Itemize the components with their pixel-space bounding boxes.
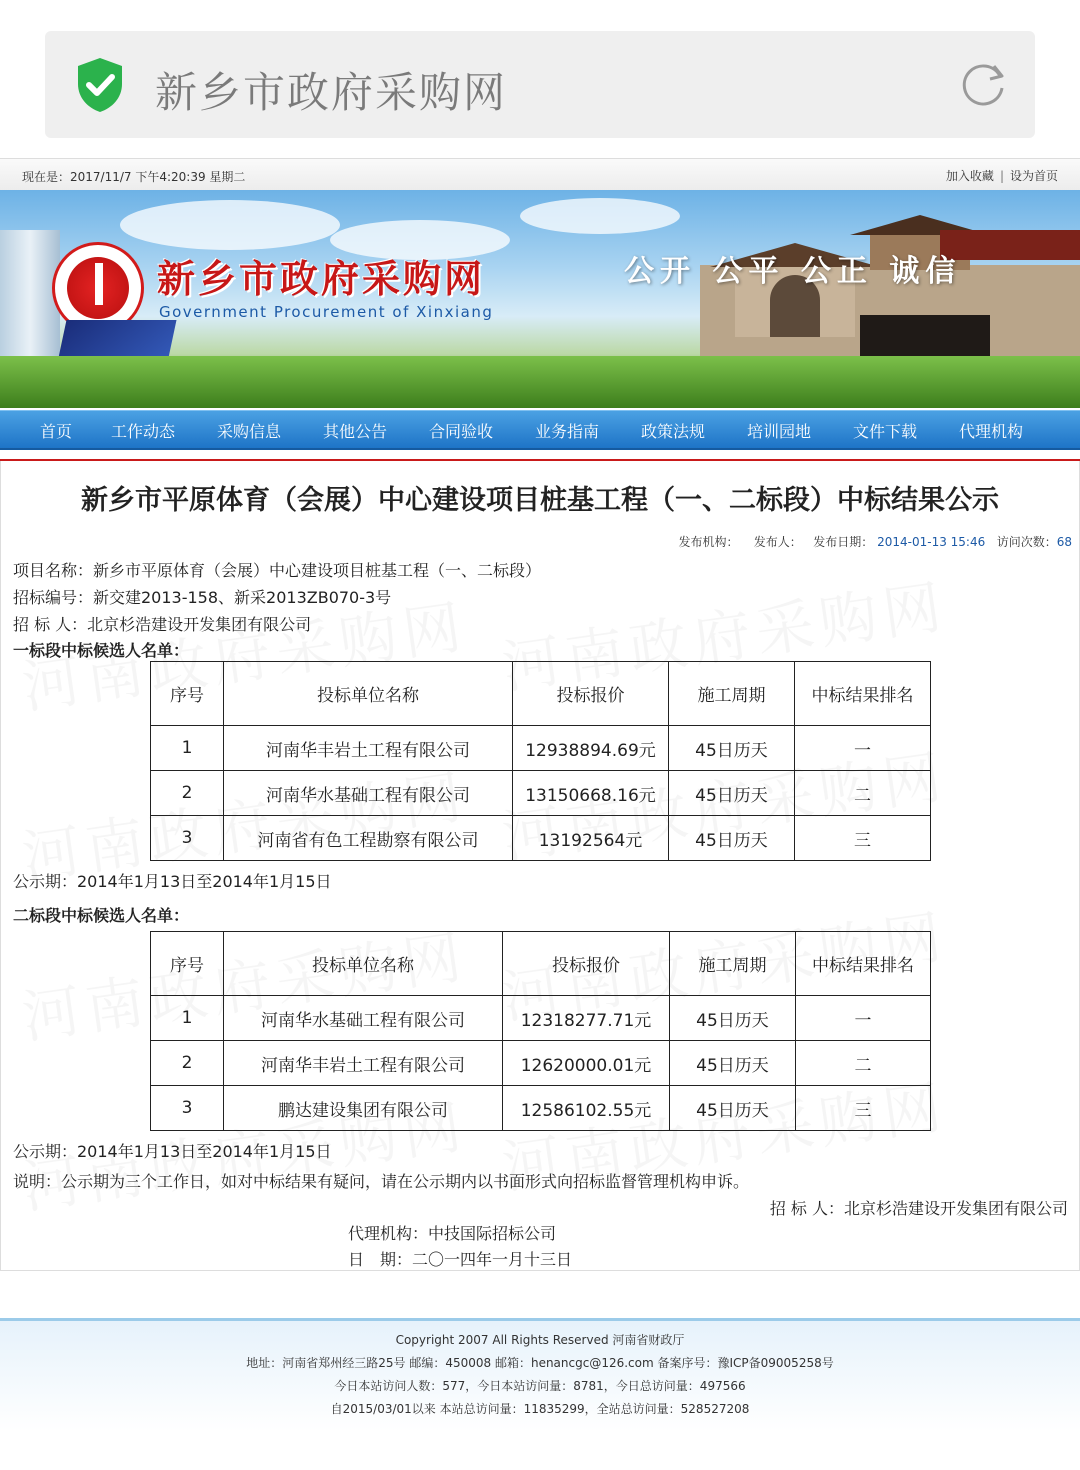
site-logo-english: Government Procurement of Xinxiang bbox=[159, 303, 494, 321]
cell-price: 13192564元 bbox=[513, 816, 669, 861]
banner-cloud bbox=[120, 200, 340, 250]
current-time: 现在是：2017/11/7 下午4:20:39 星期二 bbox=[22, 170, 246, 184]
nav-item-agencies[interactable]: 代理机构 bbox=[959, 422, 1024, 441]
cell-index: 2 bbox=[151, 771, 224, 816]
site-footer bbox=[0, 1318, 1080, 1431]
header-cell: 序号 bbox=[151, 662, 224, 726]
main-nav bbox=[0, 410, 1080, 450]
header-cell: 投标单位名称 bbox=[224, 932, 503, 996]
cell-company: 鹏达建设集团有限公司 bbox=[224, 1086, 503, 1131]
cell-company: 河南华丰岩土工程有限公司 bbox=[224, 726, 513, 771]
footer-address: 地址：河南省郑州经三路25号 邮编：450008 邮箱：henancgc@126.com 备案序号：豫ICP备09005258号 bbox=[246, 1356, 834, 1370]
cell-period: 45日历天 bbox=[669, 726, 795, 771]
bid-number: 招标编号：新交建2013-158、新采2013ZB070-3号 bbox=[13, 588, 392, 607]
meta-publisher-label: 发布人： bbox=[753, 535, 802, 549]
nav-item-procurement[interactable]: 采购信息 bbox=[217, 422, 282, 441]
meta-visits: 68 bbox=[1056, 535, 1072, 549]
cell-index: 3 bbox=[151, 816, 224, 861]
cell-rank: 一 bbox=[796, 996, 931, 1041]
banner-cloud bbox=[520, 198, 680, 234]
emblem-tower bbox=[95, 263, 103, 305]
bid-table-section2 bbox=[150, 931, 931, 1131]
reload-icon[interactable] bbox=[958, 60, 1008, 110]
link-separator: | bbox=[999, 169, 1004, 183]
cell-price: 12620000.01元 bbox=[503, 1041, 670, 1086]
header-cell: 施工周期 bbox=[670, 932, 796, 996]
top-links bbox=[946, 167, 1058, 184]
header-cell: 序号 bbox=[151, 932, 224, 996]
nav-item-other-notices[interactable]: 其他公告 bbox=[323, 422, 388, 441]
publicity-period-2: 公示期：2014年1月13日至2014年1月15日 bbox=[13, 1142, 332, 1161]
table-row bbox=[151, 816, 931, 861]
cell-rank: 三 bbox=[795, 816, 931, 861]
note: 说明：公示期为三个工作日，如对中标结果有疑问，请在公示期内以书面形式向招标监督管理机构申诉。 bbox=[13, 1172, 750, 1191]
bid-table-section1 bbox=[150, 661, 931, 861]
signature-date: 日 期：二〇一四年一月十三日 bbox=[348, 1250, 573, 1269]
nav-item-training[interactable]: 培训园地 bbox=[747, 422, 812, 441]
table-row bbox=[151, 771, 931, 816]
table-header-row bbox=[151, 662, 931, 726]
cell-period: 45日历天 bbox=[670, 1086, 796, 1131]
meta-date: 2014-01-13 15:46 bbox=[877, 535, 986, 549]
table-row bbox=[151, 996, 931, 1041]
cell-company: 河南华水基础工程有限公司 bbox=[224, 996, 503, 1041]
cell-period: 45日历天 bbox=[670, 1041, 796, 1086]
cell-price: 13150668.16元 bbox=[513, 771, 669, 816]
footer-total-stats: 自2015/03/01以来 本站总访问量：11835299，全站总访问量：528527208 bbox=[330, 1402, 750, 1416]
nav-item-downloads[interactable]: 文件下载 bbox=[853, 422, 918, 441]
table-row bbox=[151, 1086, 931, 1131]
publicity-period-1: 公示期：2014年1月13日至2014年1月15日 bbox=[13, 872, 332, 891]
table-row bbox=[151, 1041, 931, 1086]
browser-chrome bbox=[0, 0, 1080, 158]
meta-org-label: 发布机构： bbox=[678, 535, 739, 549]
nav-item-guide[interactable]: 业务指南 bbox=[535, 422, 600, 441]
banner-grass bbox=[0, 356, 1080, 408]
project-name: 项目名称：新乡市平原体育（会展）中心建设项目桩基工程（一、二标段） bbox=[13, 561, 542, 580]
footer-today-stats: 今日本站访问人数：577，今日本站访问量：8781，今日总访问量：497566 bbox=[334, 1379, 746, 1393]
header-cell: 投标报价 bbox=[503, 932, 670, 996]
header-cell: 投标单位名称 bbox=[224, 662, 513, 726]
signature-agent: 代理机构：中技国际招标公司 bbox=[348, 1224, 557, 1243]
header-cell: 施工周期 bbox=[669, 662, 795, 726]
cell-index: 1 bbox=[151, 726, 224, 771]
cell-rank: 三 bbox=[796, 1086, 931, 1131]
cell-index: 1 bbox=[151, 996, 224, 1041]
table-row bbox=[151, 726, 931, 771]
table-header-row bbox=[151, 932, 931, 996]
header-cell: 中标结果排名 bbox=[796, 932, 931, 996]
cell-company: 河南省有色工程勘察有限公司 bbox=[224, 816, 513, 861]
shield-check-icon bbox=[74, 56, 126, 114]
signature-tenderer: 招 标 人：北京杉浩建设开发集团有限公司 bbox=[769, 1199, 1068, 1218]
meta-visits-label: 访问次数： bbox=[996, 535, 1057, 549]
cell-index: 2 bbox=[151, 1041, 224, 1086]
article-meta bbox=[679, 533, 1072, 550]
cell-price: 12586102.55元 bbox=[503, 1086, 670, 1131]
cell-price: 12938894.69元 bbox=[513, 726, 669, 771]
cell-rank: 二 bbox=[795, 771, 931, 816]
cell-rank: 二 bbox=[796, 1041, 931, 1086]
address-bar-title[interactable]: 新乡市政府采购网 bbox=[155, 68, 508, 117]
cell-price: 12318277.71元 bbox=[503, 996, 670, 1041]
cell-period: 45日历天 bbox=[669, 816, 795, 861]
meta-date-label: 发布日期： bbox=[813, 535, 874, 549]
info-strip bbox=[0, 158, 1080, 192]
header-cell: 中标结果排名 bbox=[795, 662, 931, 726]
set-homepage-link[interactable]: 设为首页 bbox=[1009, 169, 1058, 183]
add-favorite-link[interactable]: 加入收藏 bbox=[945, 169, 994, 183]
site-logo-text: 新乡市政府采购网 bbox=[157, 256, 486, 301]
cell-index: 3 bbox=[151, 1086, 224, 1131]
site-slogan: 公开 公平 公正 诚信 bbox=[624, 254, 962, 289]
cell-company: 河南华水基础工程有限公司 bbox=[224, 771, 513, 816]
cell-period: 45日历天 bbox=[670, 996, 796, 1041]
article-title: 新乡市平原体育（会展）中心建设项目桩基工程（一、二标段）中标结果公示 bbox=[81, 485, 999, 516]
footer-copyright: Copyright 2007 All Rights Reserved 河南省财政厅 bbox=[395, 1333, 685, 1347]
cell-period: 45日历天 bbox=[669, 771, 795, 816]
tenderer: 招 标 人：北京杉浩建设开发集团有限公司 bbox=[13, 615, 312, 634]
nav-item-news[interactable]: 工作动态 bbox=[111, 422, 176, 441]
section2-title: 二标段中标候选人名单： bbox=[13, 906, 190, 925]
nav-item-policy[interactable]: 政策法规 bbox=[641, 422, 706, 441]
site-banner bbox=[0, 190, 1080, 408]
header-cell: 投标报价 bbox=[513, 662, 669, 726]
cell-company: 河南华丰岩土工程有限公司 bbox=[224, 1041, 503, 1086]
nav-item-home[interactable]: 首页 bbox=[40, 422, 73, 441]
nav-item-contract[interactable]: 合同验收 bbox=[429, 422, 494, 441]
section1-title: 一标段中标候选人名单： bbox=[13, 641, 190, 660]
cell-rank: 一 bbox=[795, 726, 931, 771]
